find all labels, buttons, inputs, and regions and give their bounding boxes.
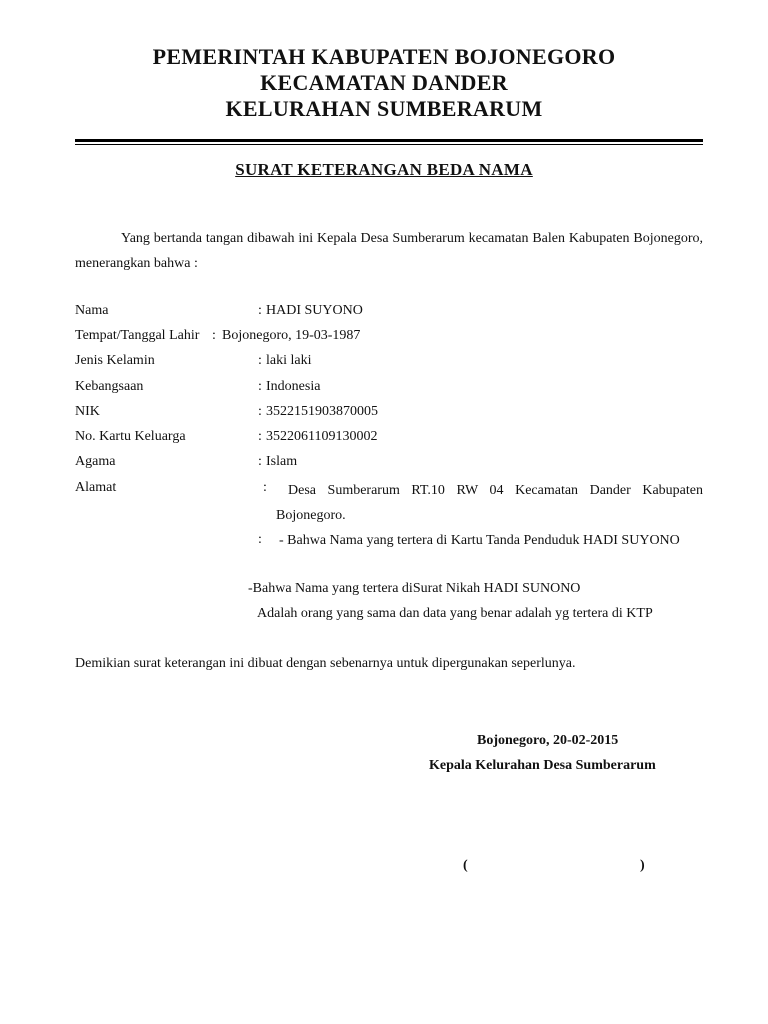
intro-paragraph: Yang bertanda tangan dibawah ini Kepala Desa Sumberarum kecamatan Balen Kabupaten Bojonegoro, menerangkan bahwa :	[75, 231, 703, 271]
field-value-jenis-kelamin: laki laki	[266, 353, 312, 368]
letter-title: SURAT KETERANGAN BEDA NAMA	[235, 160, 533, 179]
field-value-nama: HADI SUYONO	[266, 303, 363, 318]
field-colon: :	[258, 379, 262, 394]
letterhead-village: KELURAHAN SUMBERARUM	[225, 96, 543, 121]
letterhead-government: PEMERINTAH KABUPATEN BOJONEGORO	[152, 44, 616, 69]
closing-paragraph: Demikian surat keterangan ini dibuat dengan sebenarnya untuk dipergunakan seperlunya.	[75, 656, 576, 671]
statement-colon: :	[258, 532, 262, 547]
field-colon: :	[212, 328, 216, 343]
field-label-kartu-keluarga: No. Kartu Keluarga	[75, 429, 186, 444]
field-label-nama: Nama	[75, 303, 109, 318]
field-colon: :	[258, 303, 262, 318]
field-value-ttl: Bojonegoro, 19-03-1987	[222, 328, 361, 343]
signature-position: Kepala Kelurahan Desa Sumberarum	[429, 758, 656, 773]
field-colon: :	[258, 404, 262, 419]
field-value-kebangsaan: Indonesia	[266, 379, 321, 394]
signature-open-paren: (	[463, 858, 468, 873]
field-label-kebangsaan: Kebangsaan	[75, 379, 144, 394]
field-label-ttl: Tempat/Tanggal Lahir	[75, 328, 200, 343]
signature-close-paren: )	[640, 858, 645, 873]
statement-ktp-name: - Bahwa Nama yang tertera di Kartu Tanda Penduduk HADI SUYONO	[279, 533, 680, 548]
field-label-jenis-kelamin: Jenis Kelamin	[75, 353, 155, 368]
field-value-kartu-keluarga: 3522061109130002	[266, 429, 378, 444]
field-colon: :	[258, 454, 262, 469]
letterhead-thin-rule	[75, 144, 703, 145]
statement-same-person: Adalah orang yang sama dan data yang benar adalah yg tertera di KTP	[257, 606, 653, 621]
letterhead-thick-rule	[75, 139, 703, 142]
statement-marriage-name: -Bahwa Nama yang tertera diSurat Nikah HADI SUNONO	[248, 581, 581, 596]
field-label-alamat: Alamat	[75, 480, 117, 495]
letterhead-district: KECAMATAN DANDER	[260, 70, 508, 95]
field-value-alamat: Desa Sumberarum RT.10 RW 04 Kecamatan Dander Kabupaten Bojonegoro.	[276, 483, 703, 523]
letterhead	[0, 44, 768, 122]
field-value-agama: Islam	[266, 454, 298, 469]
field-label-nik: NIK	[75, 404, 100, 419]
field-colon: :	[258, 353, 262, 368]
field-value-nik: 3522151903870005	[266, 404, 378, 419]
field-label-agama: Agama	[75, 454, 116, 469]
field-colon: :	[258, 429, 262, 444]
field-colon: :	[263, 480, 267, 495]
signature-place-date: Bojonegoro, 20-02-2015	[477, 733, 619, 748]
